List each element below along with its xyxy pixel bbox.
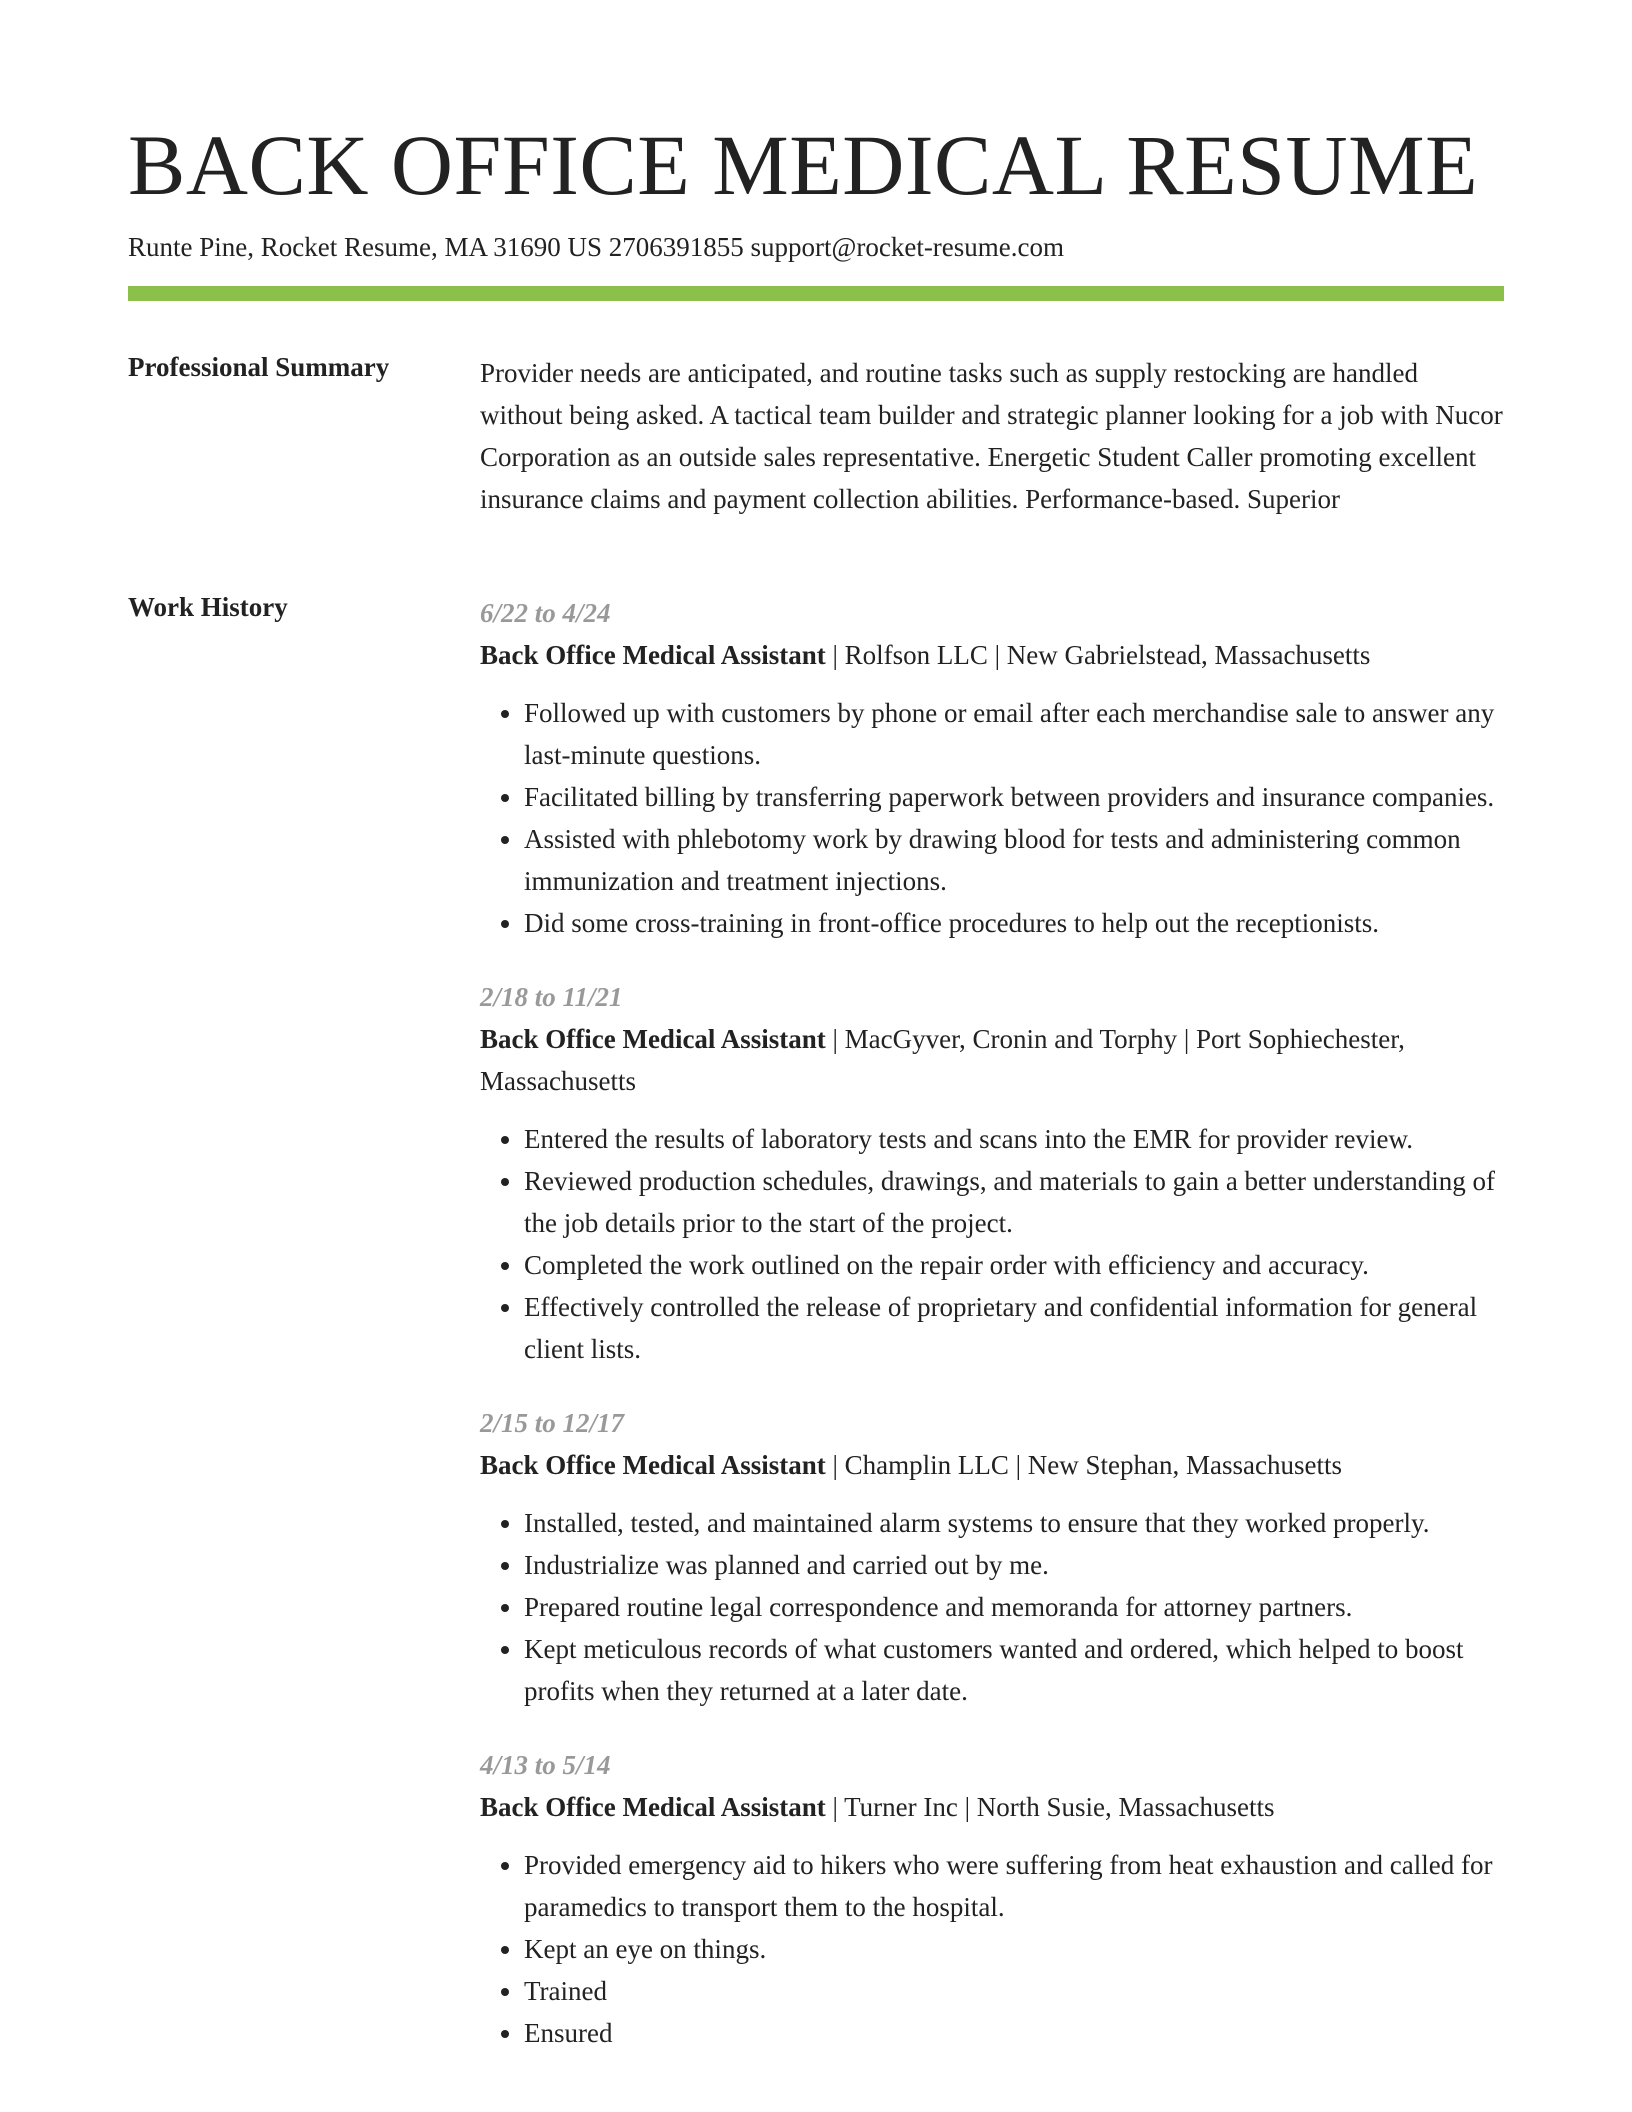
job-heading: [480, 634, 1504, 676]
job-bullet: • Kept an eye on things.: [524, 1928, 1504, 1970]
job-bullet: • Kept meticulous records of what customers wanted and ordered, which helped to boost profits when they returned at a later date.: [524, 1628, 1504, 1712]
work-history-list: [480, 592, 1504, 2086]
job-bullet: • Reviewed production schedules, drawings, and materials to gain a better understanding of the job details prior to the start of the project.: [524, 1160, 1504, 1244]
job-dates: 6/22 to 4/24: [480, 598, 611, 628]
job-bullet: • Followed up with customers by phone or email after each merchandise sale to answer any last-minute questions.: [524, 692, 1504, 776]
job-bullet: • Industrialize was planned and carried out by me.: [524, 1544, 1504, 1586]
job-bullet: • Prepared routine legal correspondence and memoranda for attorney partners.: [524, 1586, 1504, 1628]
job-bullets: [480, 692, 1504, 944]
work-history-label: Work History: [128, 592, 288, 622]
job-heading: [480, 1444, 1504, 1486]
job-dates: 2/15 to 12/17: [480, 1408, 625, 1438]
job-bullet: • Trained: [524, 1970, 1504, 2012]
job-bullet: • Entered the results of laboratory tests and scans into the EMR for provider review.: [524, 1118, 1504, 1160]
contact-line: Runte Pine, Rocket Resume, MA 31690 US 2706391855 support@rocket-resume.com: [128, 232, 1065, 262]
professional-summary-label: Professional Summary: [128, 352, 390, 382]
job-entry: [480, 1402, 1504, 1712]
job-bullet: • Ensured: [524, 2012, 1504, 2054]
job-title: Back Office Medical Assistant: [480, 1024, 826, 1054]
job-bullets: [480, 1502, 1504, 1712]
job-title: Back Office Medical Assistant: [480, 640, 826, 670]
job-entry: [480, 592, 1504, 944]
job-bullet: • Provided emergency aid to hikers who were suffering from heat exhaustion and called for paramedics to transport them to the hospital.: [524, 1844, 1504, 1928]
accent-divider: [128, 286, 1504, 301]
job-bullet: • Effectively controlled the release of proprietary and confidential information for general client lists.: [524, 1286, 1504, 1370]
job-company-location: | Turner Inc | North Susie, Massachusetts: [825, 1792, 1275, 1822]
job-title: Back Office Medical Assistant: [480, 1792, 826, 1822]
job-bullets: [480, 1118, 1504, 1370]
job-title: Back Office Medical Assistant: [480, 1450, 826, 1480]
job-bullet: • Assisted with phlebotomy work by drawing blood for tests and administering common immunization and treatment injections.: [524, 818, 1504, 902]
job-bullet: • Did some cross-training in front-office procedures to help out the receptionists.: [524, 902, 1504, 944]
job-company-location: | MacGyver, Cronin and Torphy | Port Sophiechester, Massachusetts: [480, 1024, 1405, 1096]
job-entry: [480, 976, 1504, 1370]
job-dates: 2/18 to 11/21: [480, 982, 623, 1012]
resume-title: BACK OFFICE MEDICAL RESUME: [128, 117, 1479, 213]
professional-summary-text: Provider needs are anticipated, and routine tasks such as supply restocking are handled without being asked. A tactical team builder and strategic planner looking for a job with Nucor Corporation as an outside sales representative. Energetic Student Caller promoting excellent insurance claims and payment collection abilities. Performance-based. Superior: [480, 358, 1503, 514]
job-bullet: • Facilitated billing by transferring paperwork between providers and insurance companies.: [524, 776, 1504, 818]
job-heading: [480, 1018, 1504, 1102]
job-dates: 4/13 to 5/14: [480, 1750, 611, 1780]
job-company-location: | Rolfson LLC | New Gabrielstead, Massachusetts: [825, 640, 1371, 670]
job-bullets: [480, 1844, 1504, 2054]
job-heading: [480, 1786, 1504, 1828]
job-bullet: • Installed, tested, and maintained alarm systems to ensure that they worked properly.: [524, 1502, 1504, 1544]
job-entry: [480, 1744, 1504, 2054]
job-bullet: • Completed the work outlined on the repair order with efficiency and accuracy.: [524, 1244, 1504, 1286]
job-company-location: | Champlin LLC | New Stephan, Massachusetts: [825, 1450, 1342, 1480]
